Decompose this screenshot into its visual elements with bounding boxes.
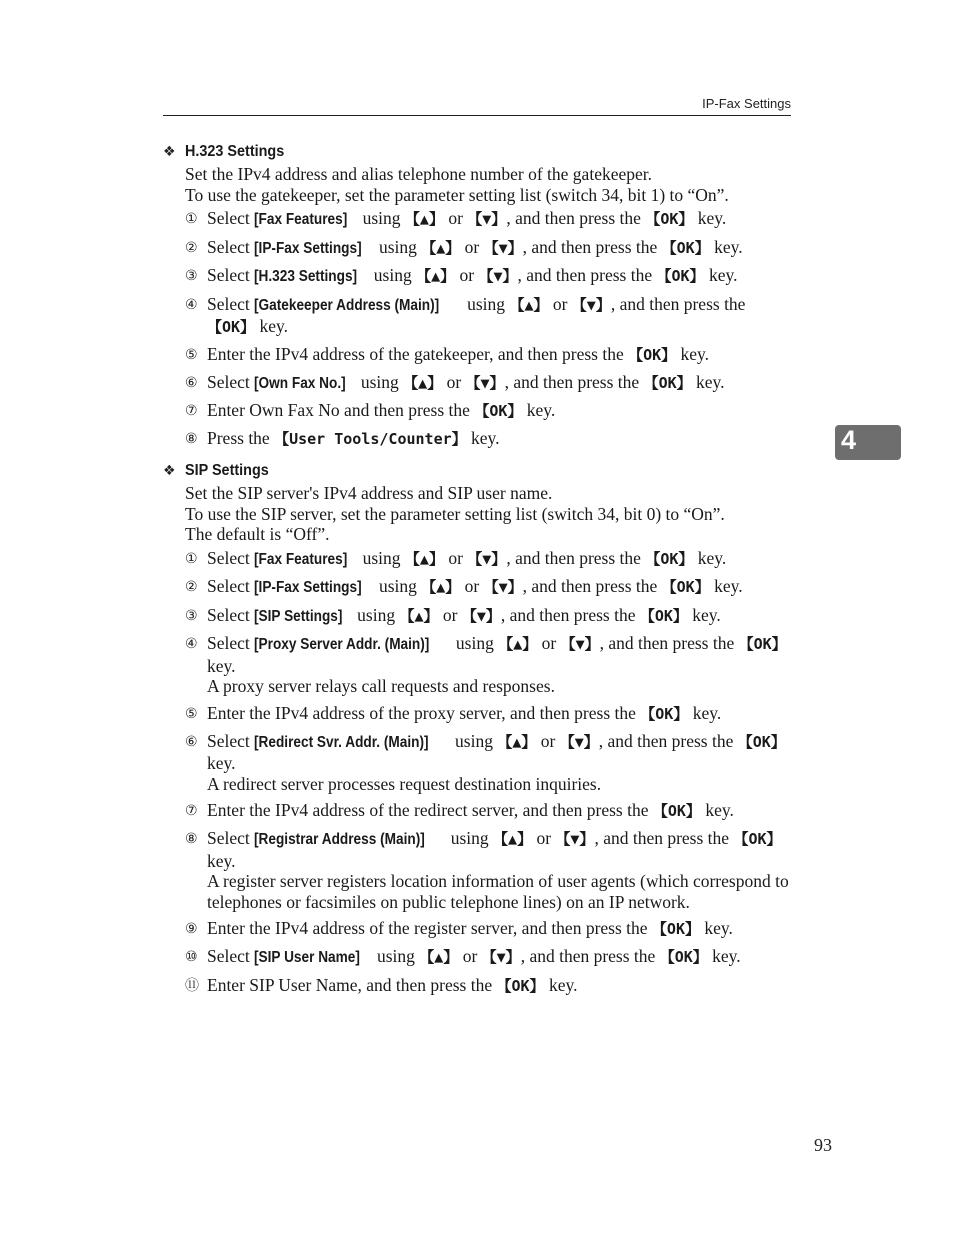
menu-item-label: [SIP User Name] [254,949,361,966]
h323-description-line2: To use the gatekeeper, set the parameter setting list (switch 34, bit 1) to “On”. [185,184,729,205]
key-word: key. [692,604,721,625]
using-word: using [362,208,401,228]
step-text: Enter Own Fax No and then press the [207,400,470,420]
key-word: key. [708,265,738,285]
using-word: using [455,633,494,653]
step-number: ⑥ [185,733,198,750]
step-number: ① [185,211,198,227]
chapter-tab [835,425,901,460]
using-word: using [360,371,399,392]
then-press-text: , and then press the [517,265,653,285]
then-press-text: , and then press the [500,604,636,625]
sip-description-line3: The default is “Off”. [185,524,330,544]
step-number: ③ [185,268,198,284]
ok-key: 【OK】 [661,578,710,596]
using-word: using [450,828,489,848]
key-word: key. [697,547,727,568]
or-word: or [552,293,568,314]
down-key: 【▼】 [559,732,599,751]
up-key: 【▲】 [403,373,443,392]
list-item [185,294,793,338]
up-key: 【▲】 [509,295,549,314]
step-number: ⑩ [185,949,198,965]
key-word: key. [705,800,734,820]
list-item [185,800,793,822]
down-key: 【▼】 [481,948,521,966]
or-word: or [459,265,475,285]
list-item [185,703,793,725]
then-press-text: , and then press the [594,828,730,848]
step-number: ⑪ [185,977,199,994]
ok-key: 【OK】 [738,635,787,653]
menu-item-label: [Registrar Address (Main)] [254,831,425,848]
select-word: Select [207,265,250,285]
ok-key: 【OK】 [474,402,523,420]
using-word: using [467,293,506,314]
user-tools-key: 【User Tools/Counter】 [274,430,467,448]
ok-key: 【OK】 [639,606,688,625]
step-text: Enter the IPv4 address of the proxy server, and then press the [207,702,636,723]
then-press-text: , and then press the [520,946,656,966]
then-press-text: , and then press the [522,576,658,596]
select-word: Select [207,730,250,751]
using-word: using [455,730,493,751]
key-word: key. [712,946,741,966]
step-text: Enter the IPv4 address of the gatekeeper, and then press the [207,343,624,364]
list-item [185,265,793,288]
step-number: ⑨ [185,921,198,937]
h323-heading-text: H.323 Settings [185,143,285,160]
ok-key: 【OK】 [737,732,786,751]
up-key: 【▲】 [421,578,461,596]
step-number: ① [185,550,198,567]
list-item [185,946,793,969]
select-word: Select [207,236,250,257]
step-number: ⑧ [185,831,198,847]
up-key: 【▲】 [498,635,538,653]
or-word: or [448,547,463,568]
step-number: ⑧ [185,431,198,447]
up-key: 【▲】 [421,238,461,257]
down-key: 【▼】 [465,373,505,392]
step-text: Enter the IPv4 address of the register server, and then press the [207,918,648,938]
step-number: ④ [185,636,198,652]
or-word: or [464,236,480,257]
key-word: key. [714,236,743,257]
up-key: 【▲】 [404,210,444,228]
menu-item-label: [Fax Features] [254,211,348,228]
list-item [185,633,793,697]
select-word: Select [207,576,250,596]
select-word: Select [207,293,250,314]
ok-key: 【OK】 [496,976,545,995]
step-note: A redirect server processes request destination inquiries. [207,773,602,794]
h323-heading [163,142,793,164]
step-number: ⑥ [185,374,198,391]
select-word: Select [207,828,250,848]
step-number: ⑦ [185,403,198,419]
key-word: key. [680,343,710,364]
key-word: key. [697,208,727,228]
or-word: or [536,828,552,848]
chapter-number: 4 [841,425,857,455]
list-item [185,344,793,366]
then-press-text: , and then press the [610,293,746,314]
key-word: key. [471,428,500,448]
step-number: ③ [185,607,198,624]
running-header [163,96,791,116]
list-item [185,605,793,628]
menu-item-label: [Own Fax No.] [254,374,346,392]
or-word: or [462,946,478,966]
key-word: key. [526,400,556,420]
key-word: key. [714,576,743,596]
down-key: 【▼】 [467,549,507,568]
then-press-text: , and then press the [599,633,735,653]
menu-item-label: [SIP Settings] [254,607,343,625]
step-text: Enter SIP User Name, and then press the [207,974,493,995]
list-item [185,975,793,997]
step-text: Enter the IPv4 address of the redirect server, and then press the [207,800,649,820]
step-note: A register server registers location information of user agents (which correspond to telephones or facsimiles on public telephone lines) on an IP network. [207,871,789,912]
sip-heading [163,461,793,483]
ok-key: 【OK】 [640,704,689,723]
down-key: 【▼】 [467,210,507,228]
key-word: key. [692,702,722,723]
list-item [185,548,793,571]
or-word: or [448,208,463,228]
key-word: key. [207,655,236,676]
up-key: 【▲】 [493,830,533,848]
list-item [185,372,793,395]
menu-item-label: [Fax Features] [254,550,348,568]
diamond-bullet-icon: ❖ [163,463,176,479]
or-word: or [464,576,480,596]
up-key: 【▲】 [416,267,456,285]
or-word: or [540,730,556,751]
h323-description-line1: Set the IPv4 address and alias telephone number of the gatekeeper. [185,164,652,184]
ok-key: 【OK】 [643,373,692,392]
using-word: using [376,946,415,966]
ok-key: 【OK】 [652,802,701,820]
then-press-text: , and then press the [522,236,658,257]
step-number: ④ [185,296,198,313]
menu-item-label: [IP-Fax Settings] [254,239,362,257]
or-word: or [541,633,557,653]
using-word: using [378,236,417,257]
ok-key: 【OK】 [656,267,705,285]
menu-item-label: [IP-Fax Settings] [254,579,362,596]
select-word: Select [207,946,250,966]
ok-key: 【OK】 [207,318,256,336]
select-word: Select [207,547,250,568]
press-the-text: Press the [207,428,270,448]
ok-key: 【OK】 [645,210,694,228]
ok-key: 【OK】 [645,549,694,568]
down-key: 【▼】 [461,606,501,625]
menu-item-label: [H.323 Settings] [254,268,358,285]
list-item [185,237,793,260]
sip-heading-text: SIP Settings [185,462,269,479]
diamond-bullet-icon: ❖ [163,144,176,160]
key-word: key. [704,918,733,938]
key-word: key. [259,316,288,336]
list-item [185,828,793,912]
h323-steps [185,208,793,450]
using-word: using [362,547,401,568]
then-press-text: , and then press the [506,547,641,568]
using-word: using [378,576,417,596]
up-key: 【▲】 [399,606,439,625]
key-word: key. [548,974,578,995]
sip-steps [185,548,793,997]
down-key: 【▼】 [555,830,595,848]
or-word: or [442,604,458,625]
up-key: 【▲】 [497,732,537,751]
down-key: 【▼】 [483,578,523,596]
ok-key: 【OK】 [659,948,708,966]
then-press-text: , and then press the [504,371,640,392]
key-word: key. [696,371,725,392]
up-key: 【▲】 [404,549,444,568]
menu-item-label: [Redirect Svr. Addr. (Main)] [254,733,429,751]
select-word: Select [207,604,250,625]
h323-description [185,164,793,205]
step-number: ② [185,579,198,595]
list-item [185,918,793,940]
ok-key: 【OK】 [628,345,677,364]
then-press-text: , and then press the [598,730,734,751]
header-title: IP-Fax Settings [702,96,791,111]
menu-item-label: [Proxy Server Addr. (Main)] [254,636,430,653]
ok-key: 【OK】 [651,920,700,938]
page-number: 93 [814,1135,832,1155]
sip-description-line2: To use the SIP server, set the parameter setting list (switch 34, bit 0) to “On”. [185,503,725,524]
step-number: ⑤ [185,346,198,363]
h323-section [163,142,793,450]
sip-description-line1: Set the SIP server's IPv4 address and SIP user name. [185,483,553,503]
sip-section [163,461,793,997]
sip-description [185,483,793,545]
step-number: ⑦ [185,803,198,819]
select-word: Select [207,633,250,653]
list-item [185,428,793,450]
key-word: key. [207,850,236,871]
down-key: 【▼】 [478,267,518,285]
step-number: ② [185,239,198,256]
ok-key: 【OK】 [661,238,710,257]
up-key: 【▲】 [419,948,459,966]
then-press-text: , and then press the [506,208,641,228]
key-word: key. [207,753,236,773]
list-item [185,400,793,422]
select-word: Select [207,208,250,228]
down-key: 【▼】 [483,238,523,257]
or-word: or [446,371,462,392]
step-number: ⑤ [185,705,198,722]
list-item [185,208,793,231]
select-word: Select [207,371,250,392]
using-word: using [357,604,396,625]
down-key: 【▼】 [560,635,600,653]
down-key: 【▼】 [571,295,611,314]
page-content [163,142,793,1008]
using-word: using [373,265,412,285]
step-note: A proxy server relays call requests and responses. [207,676,555,696]
ok-key: 【OK】 [733,830,782,848]
list-item [185,731,793,795]
menu-item-label: [Gatekeeper Address (Main)] [254,296,440,314]
list-item [185,576,793,599]
